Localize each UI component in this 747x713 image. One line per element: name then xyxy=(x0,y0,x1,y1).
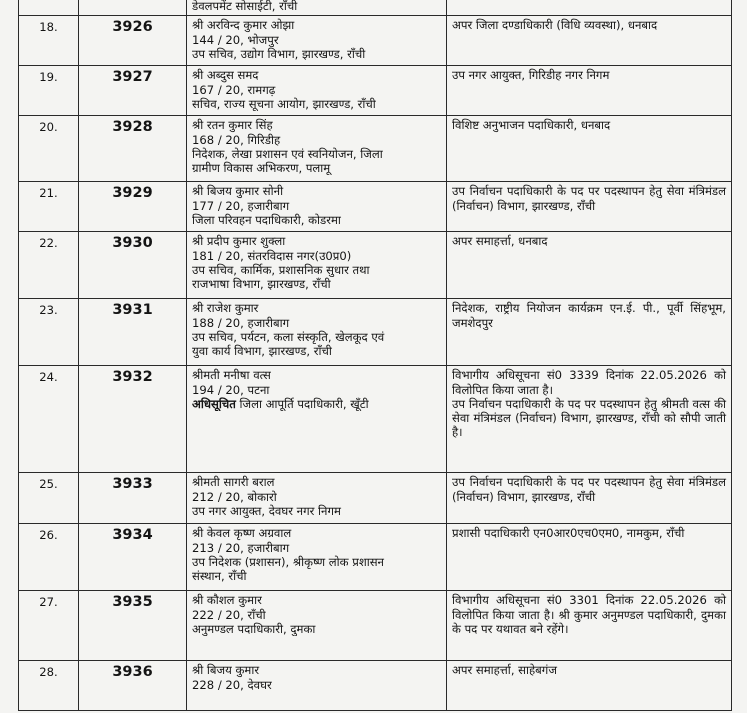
code-cell xyxy=(79,0,187,16)
posting-cell xyxy=(447,661,732,711)
table-row xyxy=(19,591,732,661)
name-line: संस्थान, राँची xyxy=(192,569,247,584)
serial-cell: 20. xyxy=(19,116,79,182)
table-row xyxy=(19,524,732,591)
code-cell: 3931 xyxy=(79,299,187,366)
table-row xyxy=(19,473,732,524)
name-line: 194 / 20, पटना xyxy=(192,382,270,397)
posting-text: प्रशासी पदाधिकारी एन0आर0एच0एम0, नामकुम, राँची xyxy=(452,526,685,541)
name-line: श्रीमती मनीषा वत्स xyxy=(192,368,271,383)
name-line: श्री अब्दुस समद xyxy=(192,68,259,83)
posting-cell xyxy=(447,0,732,16)
posting-cell xyxy=(447,66,732,116)
name-cell xyxy=(187,661,447,711)
code-cell: 3934 xyxy=(79,524,187,591)
name-line: 181 / 20, संतरविदास नगर(उ0प्र0) xyxy=(192,248,352,263)
posting-text: उप निर्वाचन पदाधिकारी के पद पर पदस्थापन हेतु सेवा मंत्रिमंडल (निर्वाचन) विभाग, झारखण्ड, राँची xyxy=(452,475,726,504)
table-row xyxy=(19,66,732,116)
posting-text: उप नगर आयुक्त, गिरिडीह नगर निगम xyxy=(452,68,610,83)
name-line: श्रीमती सागरी बराल xyxy=(192,475,275,490)
posting-text: अपर समाहर्त्ता, साहेबगंज xyxy=(452,663,557,678)
posting-cell xyxy=(447,473,732,524)
posting-cell xyxy=(447,524,732,591)
code-cell: 3936 xyxy=(79,661,187,711)
name-line: 167 / 20, रामगढ़ xyxy=(192,82,276,97)
name-rest: जिला आपूर्ति पदाधिकारी, खूँटी xyxy=(235,396,369,411)
table-row xyxy=(19,16,732,66)
name-cell xyxy=(187,16,447,66)
name-line: उप सचिव, उद्योग विभाग, झारखण्ड, राँची xyxy=(192,46,366,61)
name-line: 213 / 20, हजारीबाग xyxy=(192,540,290,555)
name-line: श्री कौशल कुमार xyxy=(192,593,262,608)
name-cell xyxy=(187,182,447,232)
posting-cell xyxy=(447,591,732,661)
notified-label: अधिसूचित xyxy=(192,396,236,411)
name-line: सचिव, राज्य सूचना आयोग, झारखण्ड, राँची xyxy=(192,96,376,111)
name-line: श्री बिजय कुमार सोनी xyxy=(192,184,284,199)
posting-text: विभागीय अधिसूचना सं0 3301 दिनांक 22.05.2026 को विलोपित किया जाता है। श्री कुमार अनुमण्डल पदाधिकारी, दुमका के पद पर यथावत बने रहेंगे। xyxy=(452,593,726,636)
code-cell: 3935 xyxy=(79,591,187,661)
name-line: श्री राजेश कुमार xyxy=(192,301,259,316)
serial-cell: 19. xyxy=(19,66,79,116)
name-line: ग्रामीण विकास अभिकरण, पलामू xyxy=(192,161,331,176)
name-line: उप सचिव, कार्मिक, प्रशासनिक सुधार तथा xyxy=(192,262,370,277)
name-line: श्री रतन कुमार सिंह xyxy=(192,118,273,133)
name-line: जिला परिवहन पदाधिकारी, कोडरमा xyxy=(192,212,341,227)
name-line: उप नगर आयुक्त, देवघर नगर निगम xyxy=(192,503,341,518)
code-cell: 3933 xyxy=(79,473,187,524)
name-cell xyxy=(187,524,447,591)
code-cell: 3929 xyxy=(79,182,187,232)
code-cell: 3926 xyxy=(79,16,187,66)
table-row xyxy=(19,232,732,299)
name-line xyxy=(192,397,441,411)
table-row xyxy=(19,182,732,232)
posting-cell xyxy=(447,182,732,232)
posting-text: अपर समाहर्त्ता, धनबाद xyxy=(452,234,548,249)
code-cell: 3927 xyxy=(79,66,187,116)
code-cell: 3932 xyxy=(79,366,187,473)
posting-text: विभागीय अधिसूचना सं0 3339 दिनांक 22.05.2026 को विलोपित किया जाता है। xyxy=(452,368,726,397)
name-line: अनुमण्डल पदाधिकारी, दुमका xyxy=(192,621,316,636)
name-cell xyxy=(187,66,447,116)
posting-text: उप निर्वाचन पदाधिकारी के पद पर पदस्थापन हेतु सेवा मंत्रिमंडल (निर्वाचन) विभाग, झारखण्ड, राँची xyxy=(452,184,726,213)
code-cell: 3928 xyxy=(79,116,187,182)
table-row xyxy=(19,661,732,711)
serial-cell: 27. xyxy=(19,591,79,661)
officer-transfer-table xyxy=(18,0,732,711)
name-cell xyxy=(187,473,447,524)
posting-text: उप निर्वाचन पदाधिकारी के पद पर पदस्थापन हेतु श्रीमती वत्स की सेवा मंत्रिमंडल (निर्वाचन) विभाग, झारखण्ड, राँची को सौपी जाती है। xyxy=(452,396,726,440)
posting-cell xyxy=(447,232,732,299)
name-line: 144 / 20, भोजपुर xyxy=(192,32,279,47)
posting-cell xyxy=(447,16,732,66)
serial-cell: 21. xyxy=(19,182,79,232)
name-cell xyxy=(187,366,447,473)
name-line: 188 / 20, हजारीबाग xyxy=(192,315,290,330)
name-line: श्री बिजय कुमार xyxy=(192,663,260,678)
table-row xyxy=(19,366,732,473)
posting-text: निदेशक, राष्ट्रीय नियोजन कार्यक्रम एन.ई. पी., पूर्वी सिंहभूम, जमशेदपुर xyxy=(452,301,726,330)
name-line: 228 / 20, देवघर xyxy=(192,677,272,692)
posting-text: अपर जिला दण्डाधिकारी (विधि व्यवस्था), धनबाद xyxy=(452,18,658,33)
posting-cell xyxy=(447,366,732,473)
name-line: राजभाषा विभाग, झारखण्ड, राँची xyxy=(192,277,331,292)
name-line: 168 / 20, गिरिडीह xyxy=(192,132,281,147)
table-row xyxy=(19,299,732,366)
name-cell xyxy=(187,591,447,661)
serial-cell: 24. xyxy=(19,366,79,473)
name-line: उप सचिव, पर्यटन, कला संस्कृति, खेलकूद एवं xyxy=(192,329,385,344)
name-line: 212 / 20, बोकारो xyxy=(192,489,277,504)
name-cell xyxy=(187,116,447,182)
name-line: 177 / 20, हजारीबाग xyxy=(192,198,290,213)
name-line: श्री प्रदीप कुमार शुक्ला xyxy=(192,234,286,249)
name-cell xyxy=(187,0,447,16)
name-line: 222 / 20, राँची xyxy=(192,607,266,622)
name-line: श्री केवल कृष्ण अग्रवाल xyxy=(192,526,292,541)
serial-cell: 18. xyxy=(19,16,79,66)
name-cell xyxy=(187,232,447,299)
table-row xyxy=(19,0,732,16)
name-cell xyxy=(187,299,447,366)
name-line: निदेशक, लेखा प्रशासन एवं स्वनियोजन, जिला xyxy=(192,146,383,161)
name-line: उप निदेशक (प्रशासन), श्रीकृष्ण लोक प्रशासन xyxy=(192,554,384,569)
serial-cell: 23. xyxy=(19,299,79,366)
posting-cell xyxy=(447,299,732,366)
serial-cell: 22. xyxy=(19,232,79,299)
serial-cell xyxy=(19,0,79,16)
serial-cell: 25. xyxy=(19,473,79,524)
name-line: डेवलपमेंट सोसाईटी, राँची xyxy=(192,0,298,13)
serial-cell: 26. xyxy=(19,524,79,591)
serial-cell: 28. xyxy=(19,661,79,711)
name-line: श्री अरविन्द कुमार ओझा xyxy=(192,18,295,33)
code-cell: 3930 xyxy=(79,232,187,299)
table-row xyxy=(19,116,732,182)
name-line: युवा कार्य विभाग, झारखण्ड, राँची xyxy=(192,344,332,359)
posting-text: विशिष्ट अनुभाजन पदाधिकारी, धनबाद xyxy=(452,118,611,133)
posting-cell xyxy=(447,116,732,182)
